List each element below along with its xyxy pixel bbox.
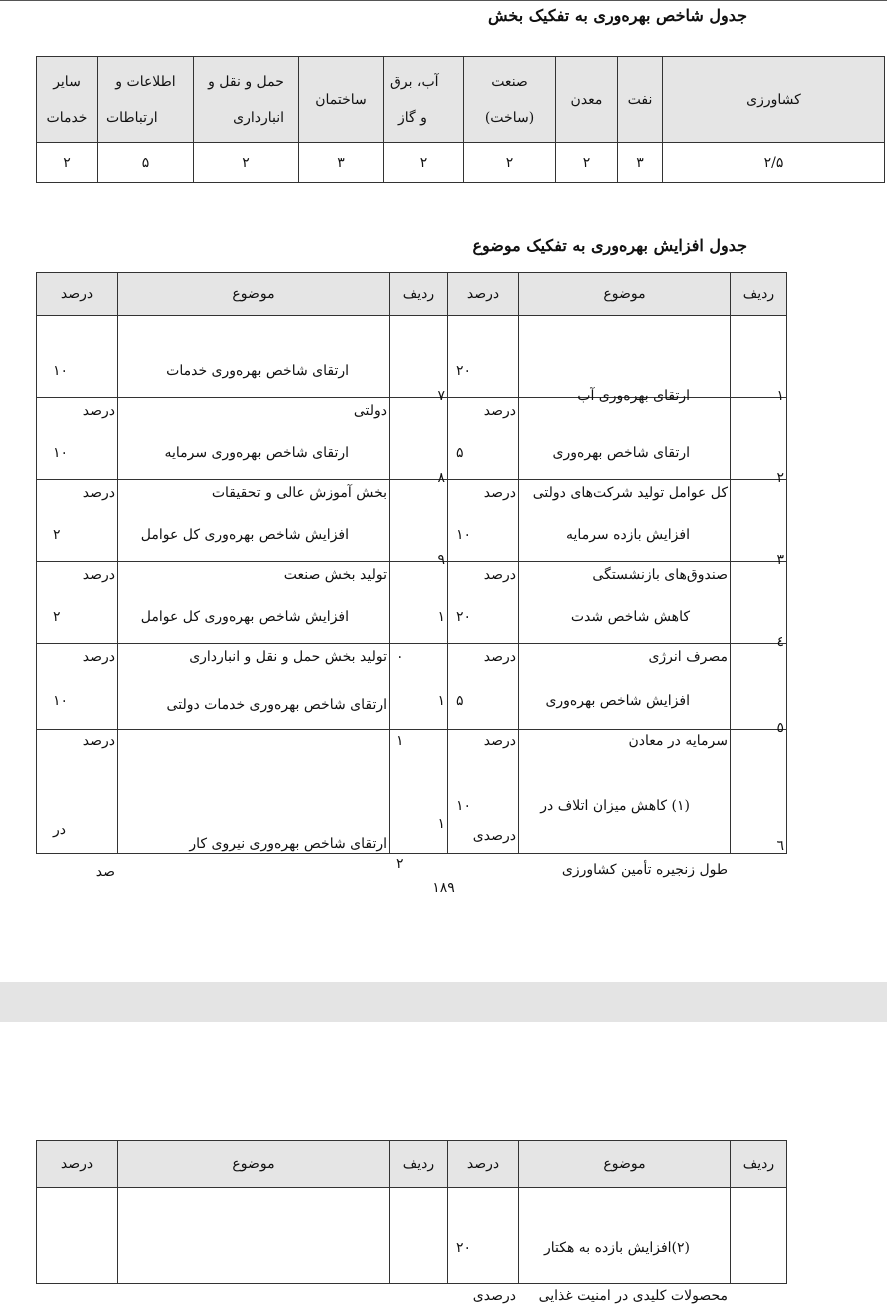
row-topic <box>519 398 731 501</box>
row-radif <box>390 480 448 568</box>
header-percent: درصد <box>448 1141 519 1188</box>
topic-line2: کل عوامل تولید شرکت‌های دولتی <box>532 484 728 501</box>
topic-line1: افزایش شاخص بهره‌وری کل عوامل <box>140 526 349 543</box>
value-industry: ۲ <box>464 143 556 183</box>
percent-value: ۱۰ <box>456 526 472 543</box>
percent-unit: درصد <box>82 484 115 501</box>
percent-value: ۱۰ <box>53 444 69 461</box>
table1-values-row <box>37 143 885 183</box>
percent-value: ۱۰ <box>53 362 69 379</box>
radif-value: ۹ <box>437 551 445 568</box>
topic-line1: ارتقای شاخص بهره‌وری نیروی کار <box>189 835 387 852</box>
row-radif <box>390 316 448 404</box>
header-label-line1: اطلاعات و <box>115 73 176 90</box>
header-radif: ردیف <box>390 273 448 316</box>
header-label: ساختمان <box>315 91 367 108</box>
table-row <box>37 316 787 398</box>
row-radif <box>731 398 787 486</box>
percent-value: ۲۰ <box>456 1239 472 1256</box>
topic-line2: تولید بخش حمل و نقل و انبارداری <box>189 648 387 665</box>
topic-line1: (۱) کاهش میزان اتلاف در <box>540 797 690 814</box>
percent-unit: درصدی <box>472 1287 516 1304</box>
topic-line2: مصرف انرژی <box>648 648 728 665</box>
radif-value: ۷ <box>437 387 445 404</box>
header-other-services <box>37 57 98 143</box>
radif-value-2: ۱ <box>396 732 404 749</box>
radif-value: ۱ <box>437 815 445 832</box>
page-top-border <box>0 0 887 1</box>
row-percent <box>448 1188 519 1304</box>
header-radif: ردیف <box>390 1141 448 1188</box>
header-transport <box>194 57 299 143</box>
row-topic <box>519 1188 731 1304</box>
percent-value: ۵ <box>456 692 464 709</box>
row-radif <box>731 1188 787 1284</box>
row-radif <box>731 316 787 404</box>
header-label-line2: خدمات <box>46 109 88 126</box>
radif-value: ۱ <box>437 692 445 709</box>
topic-line1: افزایش بازده سرمایه <box>566 526 690 543</box>
radif-value-2: ۰ <box>396 648 404 665</box>
row-topic-empty <box>118 1188 390 1284</box>
table2-caption: جدول افزایش بهره‌وری به تفکیک موضوع <box>472 236 747 255</box>
radif-value: ۱ <box>437 608 445 625</box>
table1-caption: جدول شاخص بهره‌وری به تفکیک بخش <box>487 6 747 25</box>
page-separator <box>0 982 887 1022</box>
header-label-line2: و گاز <box>398 109 427 126</box>
table-row <box>37 398 787 480</box>
percent-value: ۱۰ <box>53 692 69 709</box>
topic-line1: ارتقای شاخص بهره‌وری خدمات دولتی <box>166 696 387 713</box>
value-ict: ۵ <box>98 143 194 183</box>
header-label-line1: آب، برق <box>390 73 439 90</box>
percent-unit: درصد <box>82 566 115 583</box>
header-label-line2: ارتباطات <box>106 109 158 126</box>
radif-value: ٦ <box>776 837 784 854</box>
row-radif <box>731 480 787 568</box>
percent-unit: درصد <box>82 648 115 665</box>
header-mining <box>556 57 618 143</box>
percent-unit: درصدی <box>472 827 516 844</box>
percent-unit: درصد <box>483 566 516 583</box>
percent-unit: درصد <box>82 732 115 749</box>
header-label-line2: انبارداری <box>233 109 284 126</box>
table1-header-row <box>37 57 885 143</box>
row-radif-empty <box>390 1188 448 1284</box>
value-construction: ۳ <box>299 143 384 183</box>
header-label: کشاورزی <box>746 91 801 108</box>
value-mining: ۲ <box>556 143 618 183</box>
header-label-line2: (ساخت) <box>484 109 535 126</box>
header-percent: درصد <box>448 273 519 316</box>
topic-line1: ارتقای شاخص بهره‌وری <box>552 444 690 461</box>
percent-value: ۲ <box>53 608 61 625</box>
topic-line2: طول زنجیره تأمین کشاورزی <box>561 861 728 878</box>
page-number: ۱۸۹ <box>432 880 455 896</box>
topic-line1: ارتقای شاخص بهره‌وری خدمات <box>166 362 349 379</box>
percent-unit: درصد <box>483 648 516 665</box>
row-topic <box>519 316 731 404</box>
header-label: معدن <box>570 91 603 108</box>
topic-line1: افزایش شاخص بهره‌وری <box>545 692 690 709</box>
radif-value: ۸ <box>437 469 445 486</box>
row-topic <box>118 398 390 501</box>
row-percent <box>448 316 519 419</box>
percent-unit: درصد <box>483 402 516 419</box>
header-topic: موضوع <box>519 273 731 316</box>
row-radif <box>390 398 448 486</box>
topic-productivity-table-continued <box>36 1140 787 1304</box>
header-topic: موضوع <box>118 273 390 316</box>
row-radif <box>731 644 787 736</box>
header-radif: ردیف <box>731 273 787 316</box>
row-radif <box>731 730 787 854</box>
header-ict <box>98 57 194 143</box>
header-label-line1: صنعت <box>491 73 528 90</box>
table2-header-row <box>37 273 787 316</box>
topic-line2: دولتی <box>353 402 387 419</box>
table3-header-row <box>37 1141 787 1188</box>
header-label-line1: سایر <box>53 73 81 90</box>
header-radif: ردیف <box>731 1141 787 1188</box>
radif-value-2: ۲ <box>396 855 404 872</box>
percent-value: در <box>53 821 66 838</box>
percent-value: ۲۰ <box>456 608 472 625</box>
row-percent-empty <box>37 1188 118 1284</box>
percent-value: ۲ <box>53 526 61 543</box>
row-radif <box>731 562 787 650</box>
row-topic <box>118 316 390 419</box>
percent-unit: صد <box>95 863 115 880</box>
topic-line1: کاهش شاخص شدت <box>570 608 690 625</box>
topic-line1: (۲)افزایش بازده به هکتار <box>543 1239 690 1256</box>
header-topic: موضوع <box>118 1141 390 1188</box>
row-topic <box>118 730 390 854</box>
value-utilities: ۲ <box>384 143 464 183</box>
header-percent: درصد <box>37 273 118 316</box>
percent-unit: درصد <box>483 484 516 501</box>
value-agriculture: ۲/۵ <box>663 143 885 183</box>
header-industry <box>464 57 556 143</box>
sector-productivity-table <box>36 56 885 183</box>
topic-line2: صندوق‌های بازنشستگی <box>592 566 728 583</box>
percent-value: ۲۰ <box>456 362 472 379</box>
document-page-2 <box>0 1022 887 1304</box>
radif-value: ٥ <box>776 719 784 736</box>
header-label-line1: حمل و نقل و <box>208 73 284 90</box>
header-agriculture <box>663 57 885 143</box>
radif-value: ۲ <box>776 469 784 486</box>
value-transport: ۲ <box>194 143 299 183</box>
topic-line2: سرمایه در معادن <box>628 732 728 749</box>
percent-value: ۵ <box>456 444 464 461</box>
row-radif <box>390 562 448 665</box>
header-oil <box>618 57 663 143</box>
header-topic: موضوع <box>519 1141 731 1188</box>
table-row <box>37 1188 787 1284</box>
topic-line2: بخش آموزش عالی و تحقیقات <box>211 484 387 501</box>
header-utilities <box>384 57 464 143</box>
header-percent: درصد <box>37 1141 118 1188</box>
topic-line1: ارتقای شاخص بهره‌وری سرمایه <box>164 444 349 461</box>
radif-value: ۳ <box>776 551 784 568</box>
percent-value: ۱۰ <box>456 797 472 814</box>
header-label: نفت <box>627 91 653 108</box>
value-oil: ۳ <box>618 143 663 183</box>
radif-value: ۱ <box>776 387 784 404</box>
topic-line2: محصولات کلیدی در امنیت غذایی <box>538 1287 728 1304</box>
percent-unit: درصد <box>483 732 516 749</box>
row-percent <box>37 316 118 419</box>
topic-line1: ارتقای بهره‌وری آب <box>577 387 690 404</box>
percent-unit: درصد <box>82 402 115 419</box>
topic-line2: تولید بخش صنعت <box>283 566 387 583</box>
value-other-services: ۲ <box>37 143 98 183</box>
header-construction <box>299 57 384 143</box>
topic-productivity-table <box>36 272 787 880</box>
radif-value: ٤ <box>776 633 784 650</box>
topic-line1: افزایش شاخص بهره‌وری کل عوامل <box>140 608 349 625</box>
